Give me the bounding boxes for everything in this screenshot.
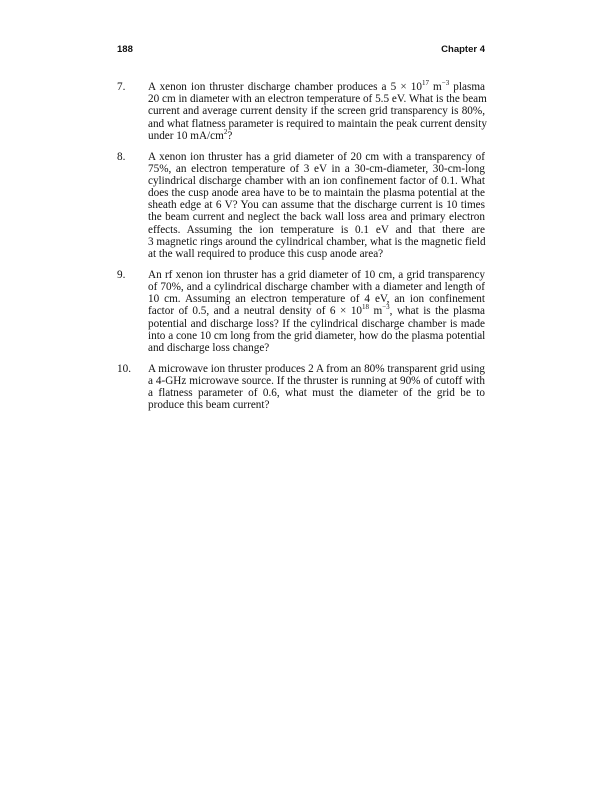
problem-text-line [148, 175, 485, 187]
problem-text-line [148, 187, 485, 199]
text-segment: produce this beam current? [148, 399, 270, 412]
problem-text-line [148, 163, 485, 175]
problem-number: 9. [117, 268, 126, 281]
text-segment: a 4-GHz microwave source. If the thruster is running at 90% of cutoff with [148, 374, 485, 387]
text-segment: at the wall required to produce this cusp anode area? [148, 248, 384, 261]
superscript: −3 [441, 79, 450, 87]
problem-text-line [148, 305, 485, 317]
text-segment: and what flatness parameter is required to maintain the peak current density [148, 117, 487, 130]
text-segment: the beam current and neglect the back wall loss area and primary electron [148, 211, 485, 224]
problem-item [117, 363, 485, 412]
page-number: 188 [117, 44, 133, 55]
text-segment: plasma [449, 81, 485, 93]
problem-text-line [148, 342, 485, 354]
problem-number: 10. [117, 362, 131, 375]
text-segment: 10 cm. Assuming an electron temperature of 4 eV, an ion confinement [148, 293, 485, 306]
text-segment: under 10 mA/cm [148, 129, 224, 142]
text-segment: An rf xenon ion thruster has a grid diameter of 10 cm, a grid transparency [148, 268, 485, 281]
text-segment: , what is the plasma [389, 305, 486, 318]
problem-text-line [148, 105, 485, 117]
text-segment: cylindrical discharge chamber with an ion confinement factor of 0.1. What [148, 174, 485, 187]
problem-text-line [148, 81, 485, 93]
text-segment: 75%, an electron temperature of 3 eV in a 30-cm-diameter, 30-cm-long [148, 162, 485, 175]
problem-text-line [148, 151, 485, 163]
problem-text-line [148, 199, 485, 211]
problem-text-line [148, 293, 485, 305]
problem-text-line [148, 224, 485, 236]
text-segment: current and average current density if the screen grid transparency is 80%, [148, 105, 485, 118]
problem-text-line [148, 93, 485, 105]
superscript: −3 [382, 303, 390, 312]
problem-text-line [148, 318, 485, 330]
problem-text-line [148, 236, 485, 248]
problem-text-line [148, 281, 485, 293]
text-segment: A xenon ion thruster has a grid diameter of 20 cm with a transparency of [148, 150, 485, 163]
text-segment: m [428, 81, 442, 93]
problem-number: 8. [117, 150, 126, 163]
text-segment: effects. Assuming the ion temperature is 0.1 eV and that there are [148, 223, 485, 236]
problem-text-line [148, 127, 485, 142]
text-segment: 3 magnetic rings around the cylindrical chamber, what is the magnetic field [148, 235, 486, 248]
text-segment: A microwave ion thruster produces 2 A from an 80% transparent grid using [148, 362, 485, 375]
text-segment: into a cone 10 cm long from the grid diameter, how do the plasma potential [148, 329, 486, 342]
problem-item [117, 81, 485, 142]
text-segment: potential and discharge loss? If the cylindrical discharge chamber is made [148, 317, 485, 330]
problem-list [117, 81, 485, 420]
text-segment: 20 cm in diameter with an electron temperature of 5.5 eV. What is the beam [148, 93, 487, 106]
problem-text-line [148, 399, 485, 411]
problem-text-line [148, 387, 485, 399]
problem-text-line [148, 248, 485, 260]
problem-text-line [148, 375, 485, 387]
problem-text-line [148, 211, 485, 223]
text-segment: factor of 0.5, and a neutral density of 6 × 10 [148, 305, 363, 318]
text-segment: A xenon ion thruster discharge chamber produces a 5 × 10 [148, 81, 422, 93]
problem-text-line [148, 269, 485, 281]
text-segment: and discharge loss change? [148, 341, 270, 354]
text-segment: ? [227, 129, 233, 142]
problem-text-line [148, 363, 485, 375]
problem-text-line [148, 118, 485, 130]
superscript: 17 [421, 79, 429, 87]
text-segment: m [369, 305, 383, 318]
text-segment: a flatness parameter of 0.6, what must the diameter of the grid be to [148, 387, 485, 400]
problem-text-line [148, 330, 485, 342]
chapter-title: Chapter 4 [441, 44, 485, 55]
superscript: 18 [362, 303, 370, 312]
problem-item [117, 151, 485, 261]
text-segment: sheath edge at 6 V? You can assume that the discharge current is 10 times [148, 199, 485, 212]
text-segment: of 70%, and a cylindrical discharge chamber with a diameter and length of [148, 281, 485, 293]
superscript: 2 [223, 127, 228, 136]
problem-item [117, 269, 485, 354]
text-segment: does the cusp anode area have to be to maintain the plasma potential at the [148, 187, 485, 200]
problem-number: 7. [117, 81, 126, 93]
